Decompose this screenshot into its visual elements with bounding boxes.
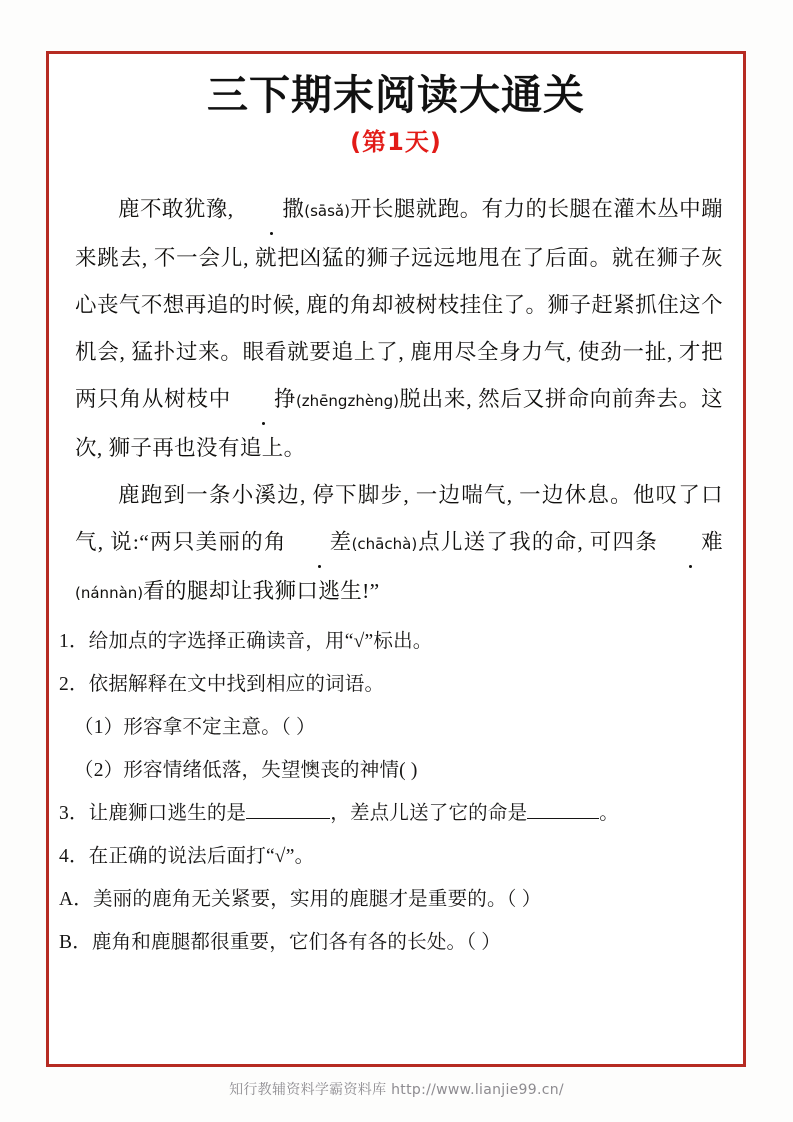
- pinyin-cha-option1: (chā: [351, 535, 385, 553]
- option-text-a: 美丽的鹿角无关紧要，实用的鹿腿才是重要的。（ ）: [92, 889, 542, 910]
- passage-p2-seg1: 鹿跑到一条小溪边, 停下脚步, 一边喘气, 一边休息。他叹了口气, 说:“两只美丽的角: [75, 483, 723, 554]
- question-item-1: [59, 620, 735, 663]
- pinyin-nan-option2: nàn): [109, 584, 144, 602]
- page-subtitle: (第1天): [350, 128, 442, 156]
- passage-p1-seg3: 脱出来, 然后又拼命向前奔去。这次, 狮子再也没有追上。: [75, 387, 723, 460]
- question-number-2-1: （1）: [74, 717, 124, 738]
- pinyin-cha-option2: chà): [384, 535, 418, 553]
- passage-p2-seg3: 看的腿却让我狮口逃生!”: [143, 579, 380, 603]
- question-item-3: [59, 792, 735, 835]
- questions-list: [59, 620, 735, 964]
- option-label-b: B．: [59, 932, 92, 953]
- question-number-2: 2．: [59, 674, 89, 695]
- question-item-2-1: [59, 706, 735, 749]
- question-number-1: 1．: [59, 631, 89, 652]
- passage-p1-seg1: 鹿不敢犹豫,: [118, 197, 240, 221]
- question-option-a: [59, 878, 735, 921]
- question-text-2-1: 形容拿不定主意。（ ）: [123, 717, 316, 738]
- pinyin-zheng-option1: (zhēng: [295, 392, 348, 410]
- question-text-2: 依据解释在文中找到相应的词语。: [88, 674, 385, 695]
- footer-watermark: 知行教辅资料学霸资料库 http://www.lianjie99.cn/: [229, 1082, 564, 1098]
- question-item-2: [59, 663, 735, 706]
- pinyin-zheng-option2: zhèng): [347, 392, 399, 410]
- option-text-b: 鹿角和鹿腿都很重要，它们各有各的长处。（ ）: [91, 932, 501, 953]
- title-block: [49, 70, 743, 157]
- question-number-3: 3．: [59, 803, 89, 824]
- emphasis-char-sa: 撒: [239, 186, 304, 233]
- passage-paragraph-1: [75, 186, 723, 472]
- reading-passage: [75, 186, 723, 617]
- question-option-b: [59, 921, 735, 964]
- passage-p2-seg2: 点儿送了我的命, 可四条: [417, 530, 659, 554]
- question-text-2-2: 形容情绪低落，失望懊丧的神情( ): [123, 760, 418, 781]
- question-text-4: 在正确的说法后面打“√”。: [88, 846, 315, 867]
- question-number-4: 4．: [59, 846, 89, 867]
- pinyin-nan-option1: (nán: [75, 584, 110, 602]
- page-title: 三下期末阅读大通关: [207, 71, 585, 119]
- pinyin-sa-option1: (sā: [304, 202, 328, 220]
- question-number-2-2: （2）: [74, 760, 124, 781]
- question-text-1: 给加点的字选择正确读音，用“√”标出。: [88, 631, 433, 652]
- question-item-2-2: [59, 749, 735, 792]
- emphasis-char-cha: 差: [287, 519, 352, 566]
- emphasis-char-zheng: 挣: [231, 376, 296, 423]
- emphasis-char-nan: 难: [658, 519, 723, 566]
- passage-p1-seg2: 开长腿就跑。有力的长腿在灌木丛中蹦来跳去, 不一会儿, 就把凶猛的狮子远远地甩在了后面。就在狮子灰心丧气不想再追的时候, 鹿的角却被树枝挂住了。狮子赶紧抓住这个机会, 猛扑过来。眼看就要追上了, 鹿用尽全身力气, 使劲一扯, 才把两只角从树枝中: [75, 197, 723, 411]
- answer-blank-1[interactable]: [246, 801, 330, 819]
- question-item-4: [59, 835, 735, 878]
- passage-paragraph-2: [75, 472, 723, 617]
- question-text-3-after: 。: [599, 803, 619, 824]
- option-label-a: A．: [59, 889, 93, 910]
- question-text-3-middle: ，差点儿送了它的命是: [330, 803, 528, 824]
- red-border-frame: [46, 51, 746, 1067]
- answer-blank-2[interactable]: [527, 801, 599, 819]
- pinyin-sa-option2: sǎ): [327, 202, 350, 220]
- question-text-3-before: 让鹿狮口逃生的是: [88, 803, 247, 824]
